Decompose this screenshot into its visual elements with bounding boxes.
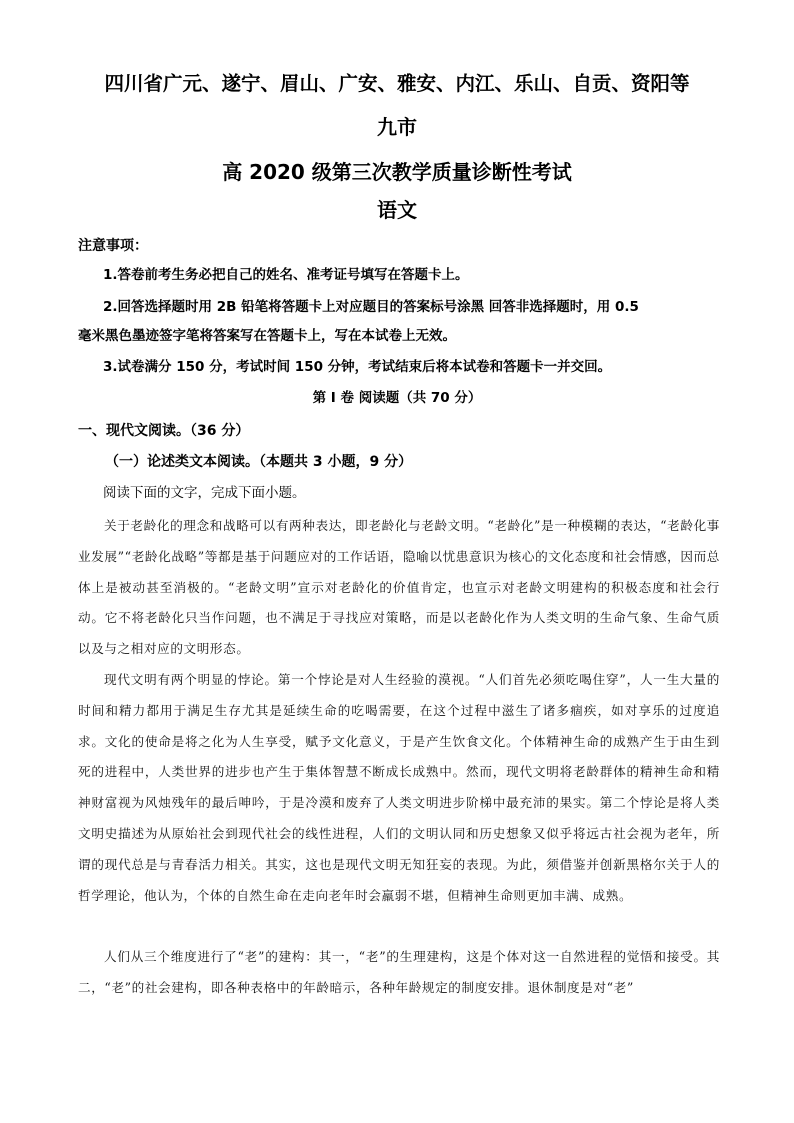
notes-heading: 注意事项： (78, 238, 148, 254)
section-heading: 一、现代文阅读。（36 分） (78, 423, 250, 439)
passage-paragraph-3: 人们从三个维度进行了“老”的建构：其一，“老”的生理建构，这是个体对这一自然进程的觉悟和接受。其二，“老”的社会建构，即各种表格中的年龄暗示，各种年龄规定的制度安排。退休制度是对“老” (78, 949, 720, 995)
sub-section-heading: （一）论述类文本阅读。（本题共 3 小题，9 分） (105, 454, 413, 470)
exam-title-cities: 九市 (377, 115, 417, 139)
note-item-2-line-2: 毫米黑色墨迹签字笔将答案写在答题卡上，写在本试卷上无效。 (78, 328, 456, 344)
exam-title-regions: 四川省广元、遂宁、眉山、广安、雅安、内江、乐山、自贡、资阳等 (104, 72, 690, 95)
note-item-3: 3.试卷满分 150 分，考试时间 150 分钟，考试结束后将本试卷和答题卡一并交回。 (103, 359, 612, 375)
note-item-2-line-1: 2.回答选择题时用 2B 铅笔将答题卡上对应题目的答案标号涂黑 回答非选择题时，用 0.5 (103, 299, 639, 315)
passage-paragraph-1: 关于老龄化的理念和战略可以有两种表达，即老龄化与老龄文明。“老龄化”是一种模糊的表达，“老龄化事业发展”“老龄化战略”等都是基于问题应对的工作话语，隐喻以忧患意识为核心的文化态度和社会情感，因而总体上是被动甚至消极的。“老龄文明”宣示对老龄化的价值肯定，也宣示对老龄文明建构的积极态度和社会行动。它不将老龄化只当作问题，也不满足于寻找应对策略，而是以老龄化作为人类文明的生命气象、生命气质以及与之相对应的文明形态。 (78, 518, 720, 657)
exam-title-name: 高 2020 级第三次教学质量诊断性考试 (222, 160, 572, 184)
reading-instruction: 阅读下面的文字，完成下面小题。 (103, 485, 306, 501)
note-item-1: 1.答卷前考生务必把自己的姓名、准考证号填写在答题卡上。 (103, 267, 469, 283)
passage-paragraph-2: 现代文明有两个明显的悖论。第一个悖论是对人生经验的漠视。“人们首先必须吃喝住穿”，人一生大量的时间和精力都用于满足生存尤其是延续生命的吃喝需要，在这个过程中滋生了诸多痼疾，如对享乐的过度追求。文化的使命是将之化为人生享受，赋予文化意义，于是产生饮食文化。个体精神生命的成熟产生于由生到死的进程中，人类世界的进步也产生于集体智慧不断成长成熟中。然而，现代文明将老龄群体的精神生命和精神财富视为风烛残年的最后呻吟，于是冷漠和废弃了人类文明进步阶梯中最充沛的果实。第二个悖论是将人类文明史描述为从原始社会到现代社会的线性进程，人们的文明认同和历史想象又似乎将远古社会视为老年，所谓的现代总是与青春活力相关。其实，这也是现代文明无知狂妄的表现。为此，须借鉴并创新黑格尔关于人的哲学理论，他认为，个体的自然生命在走向老年时会羸弱不堪，但精神生命则更加丰满、成熟。 (78, 672, 720, 903)
part-heading: 第 I 卷 阅读题（共 70 分） (312, 390, 482, 406)
exam-subject: 语文 (377, 198, 417, 222)
